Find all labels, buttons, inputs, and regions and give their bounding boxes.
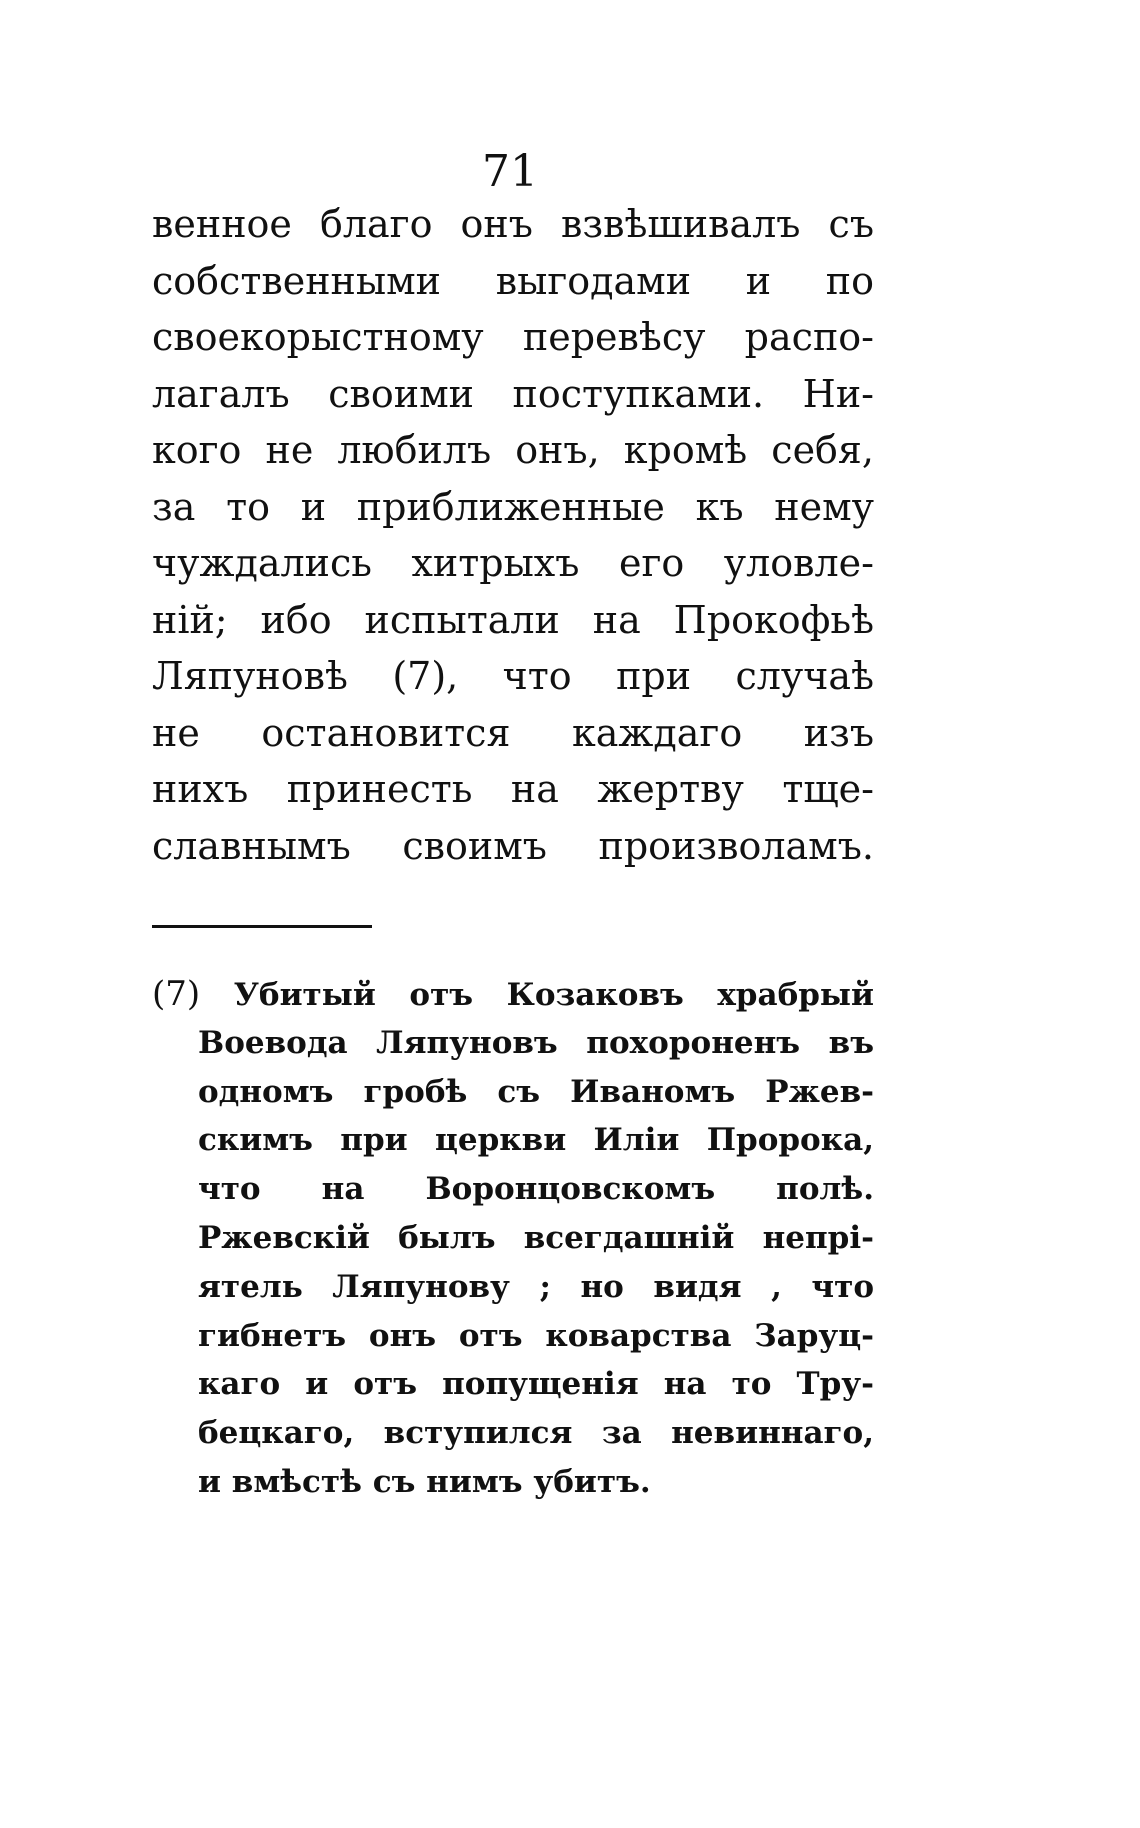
footnote-line: бецкаго, вступился за невиннаго, (198, 1415, 874, 1452)
footnote-line: одномъ гробѣ съ Иваномъ Ржев- (198, 1073, 874, 1110)
footnote-line: Воевода Ляпуновъ похороненъ въ (198, 1024, 874, 1061)
text-line: славнымъ своимъ произволамъ. (152, 823, 874, 868)
footnote-divider (152, 925, 372, 928)
footnote-first-line (152, 970, 874, 1019)
footnote-line: Ржевскій былъ всегдашній непрі- (198, 1219, 874, 1256)
text-line: венное благо онъ взвѣшивалъ съ (152, 202, 874, 246)
footnote-line: и вмѣстѣ съ нимъ убитъ. (198, 1463, 651, 1500)
footnote-line: ятель Ляпунову ; но видя , что (198, 1268, 874, 1305)
footnote-marker: (7) (152, 974, 201, 1014)
footnote-line: скимъ при церкви Иліи Пророка, (198, 1122, 874, 1159)
text-line: Ляпуновѣ (7), что при случаѣ (152, 654, 874, 698)
text-line: собственными выгодами и по (152, 258, 874, 303)
footnote-first-line-text: Убитый отъ Козаковъ храбрый (233, 977, 874, 1013)
main-text (152, 196, 874, 874)
footnote-line: гибнетъ онъ отъ коварства Заруц- (198, 1317, 874, 1354)
text-line: кого не любилъ онъ, кромѣ себя, (152, 428, 874, 472)
footnote-line: каго и отъ попущенія на то Тру- (198, 1366, 874, 1403)
footnote (152, 970, 874, 1507)
text-line: лагалъ своими поступками. Ни- (152, 371, 874, 416)
text-line: своекорыстному перевѣсу распо- (152, 315, 874, 359)
page-number: 71 (482, 146, 538, 197)
text-line: ній; ибо испытали на Прокофьѣ (152, 597, 874, 642)
footnote-line: что на Воронцовскомъ полѣ. (198, 1171, 874, 1208)
text-line: за то и приближенные къ нему (152, 484, 874, 529)
text-line: нихъ принесть на жертву тще- (152, 767, 874, 811)
text-line: не остановится каждаго изъ (152, 710, 874, 755)
text-line: чуждались хитрыхъ его уловле- (152, 541, 874, 585)
